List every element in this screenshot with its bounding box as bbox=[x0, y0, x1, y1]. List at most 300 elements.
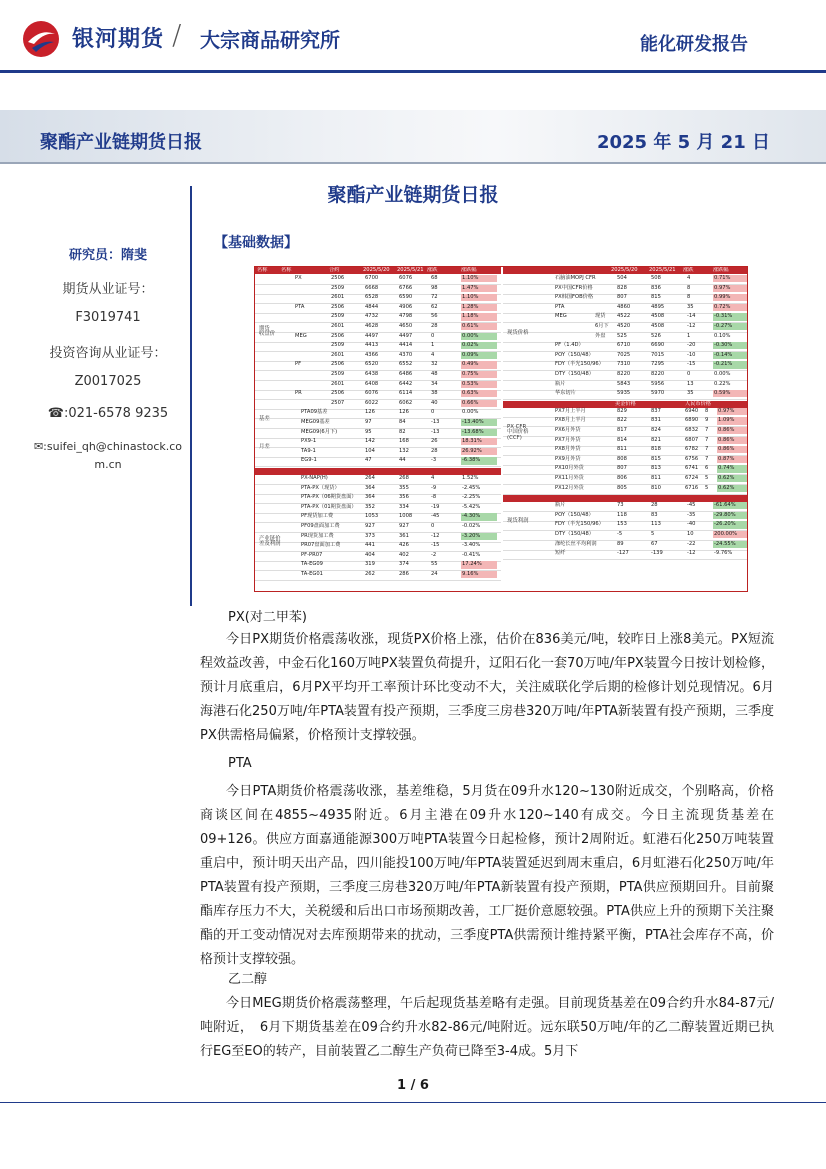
table-cell-change: 7 bbox=[705, 427, 709, 433]
email-address-line1[interactable]: ✉:suifei_qh@chinastock.co bbox=[33, 440, 183, 453]
table-cell-prev: 808 bbox=[617, 455, 627, 462]
table-cell-prev: 4522 bbox=[617, 313, 631, 320]
table-row-name: PX9-1 bbox=[301, 438, 317, 445]
table-row-name: POY（150/48） bbox=[555, 511, 594, 518]
table-cell-change: -40 bbox=[687, 521, 696, 528]
table-cell-change: -13 bbox=[431, 428, 440, 435]
table-cell-change: -12 bbox=[431, 532, 440, 539]
pta-section-title: PTA bbox=[228, 756, 252, 771]
table-cell-curr: 4508 bbox=[651, 323, 665, 329]
table-cell-prev: 1053 bbox=[365, 513, 379, 520]
table-cell-pct: 0.71% bbox=[713, 275, 747, 282]
table-cell-curr: 5970 bbox=[651, 390, 665, 397]
table-cell-change: 0 bbox=[687, 371, 691, 377]
table-row-name: PX8月外货 bbox=[555, 446, 581, 453]
table-cell-curr: 6690 bbox=[651, 342, 665, 349]
table-cell-curr: 5956 bbox=[651, 380, 665, 387]
table-cell-curr: 815 bbox=[651, 455, 661, 462]
footer-rule bbox=[0, 1102, 826, 1103]
table-cell-curr: 268 bbox=[399, 475, 409, 481]
table-cell-change: 6 bbox=[705, 465, 709, 472]
table-cell-curr: 824 bbox=[651, 427, 661, 433]
table-cell-curr: 168 bbox=[399, 438, 409, 445]
table-row-name: PX10月外货 bbox=[555, 465, 584, 472]
table-cell-contract: 2506 bbox=[331, 275, 345, 281]
table-row-name: PX11月外货 bbox=[555, 475, 584, 481]
table-row-name: 石脑油MOPJ CFR bbox=[555, 275, 596, 281]
table-cell-change: -3 bbox=[431, 457, 437, 464]
table-cell-change: 0 bbox=[431, 409, 435, 416]
table-subheader-usd: 美金价格 bbox=[615, 400, 636, 407]
table-cell-pct: -4.30% bbox=[461, 513, 497, 520]
table-cell-pct: -9.76% bbox=[714, 550, 733, 557]
table-cell-pct: 0.09% bbox=[461, 352, 497, 359]
galaxy-logo-icon bbox=[22, 20, 60, 58]
table-row-name: PTA09基差 bbox=[301, 409, 328, 416]
table-cell-prev: 5843 bbox=[617, 380, 631, 387]
table-cell-curr: 6486 bbox=[399, 371, 413, 377]
table-cell-curr: 4370 bbox=[399, 351, 413, 358]
table-cell-curr: 355 bbox=[399, 484, 409, 491]
table-cell-curr: 6766 bbox=[399, 284, 413, 291]
table-cell-prev: 5935 bbox=[617, 390, 631, 397]
table-cell-curr: 6590 bbox=[399, 294, 413, 301]
table-row-name: PX8月上半月 bbox=[555, 417, 586, 424]
brand-name: 银河期货 bbox=[72, 27, 165, 52]
table-cell-pct: -0.41% bbox=[462, 551, 481, 558]
qualification-number: F3019741 bbox=[75, 310, 141, 325]
table-row-name: EG9-1 bbox=[301, 457, 317, 464]
table-cell-pct: 0.62% bbox=[717, 485, 747, 492]
table-cell-change: 10 bbox=[687, 531, 694, 537]
table-cell-curr: 84 bbox=[399, 419, 406, 425]
table-cell-pct: 0.86% bbox=[717, 446, 747, 453]
table-cell-pct: 0.87% bbox=[717, 456, 747, 463]
table-cell-pct: 0.49% bbox=[461, 361, 497, 368]
table-row-name: DTY（150/48） bbox=[555, 531, 594, 537]
table-cell-curr: 4650 bbox=[399, 323, 413, 329]
table-cell-pct: -0.02% bbox=[462, 523, 481, 529]
table-cell-change: -14 bbox=[687, 313, 696, 320]
report-type: 能化研发报告 bbox=[640, 34, 748, 55]
table-row-name: TA-EG01 bbox=[301, 571, 323, 577]
table-cell-contract: 2601 bbox=[331, 323, 345, 329]
meg-section-title: 乙二醇 bbox=[228, 972, 268, 987]
table-cell-prev: 4497 bbox=[365, 332, 379, 339]
table-cell-change: 35 bbox=[687, 390, 694, 397]
table-cell-pct: -13.40% bbox=[461, 419, 497, 426]
table-cell-curr: 4497 bbox=[399, 332, 413, 339]
table-cell-prev: 6076 bbox=[365, 390, 379, 397]
table-cell-prev: 364 bbox=[365, 484, 375, 491]
table-header-cell: 涨跌幅 bbox=[713, 267, 729, 273]
table-cell-change: 62 bbox=[431, 303, 438, 310]
table-cell-pct: 1.28% bbox=[461, 304, 497, 311]
section-heading-basic-data: 【基础数据】 bbox=[214, 235, 298, 251]
table-cell-change: 1 bbox=[431, 342, 435, 349]
table-cell-pct: 26.92% bbox=[461, 448, 497, 455]
pta-section-body: 今日PTA期货价格震荡收涨，基差维稳，5月货在09升水120~130附近成交，个别略高，价格商谈区间在4855~4935附近。6月主港在09升水120~140有成交。今日主流现货基差在09+126。供应方面嘉通能源300万吨PTA装置今日起检修，预计2周附近。虹港石化250万吨装置重启中，预计明天出产品，四川能投100万吨/年PTA装置延迟到周末重启，6月虹港石化250万吨/年PTA装置有投产预期，三季度三房巷320万吨/年PTA新装置有投产预期，PTA供应预期回升。目前聚酯库存压力不大，关税缓和后出口市场预期改善，工厂挺价意愿较强。PTA供应上升的预期下关注聚酯的开工变动情况对去库预期带来的扰动，三季度PTA供需预计维持紧平衡，PTA社会库存不高，价格预计支撑较强。 bbox=[200, 784, 774, 967]
table-cell-pct: -0.21% bbox=[713, 361, 747, 368]
table-row-name: MEG09基差 bbox=[301, 419, 330, 425]
table-cell-prev: 8220 bbox=[617, 371, 631, 377]
table-cell-prev: 89 bbox=[617, 540, 624, 547]
table-cell-prev: 525 bbox=[617, 332, 627, 339]
table-cell-contract: 2601 bbox=[331, 380, 345, 387]
table-cell-curr: 7015 bbox=[651, 351, 665, 358]
table-row-name: MEG09(6月下) bbox=[301, 428, 338, 435]
table-header-cell: 名称 bbox=[257, 267, 268, 273]
table-cell-contract: 2507 bbox=[331, 399, 345, 406]
table-cell-change: 8 bbox=[705, 407, 709, 414]
table-cell-prev: -127 bbox=[617, 550, 629, 557]
table-cell-change: -9 bbox=[431, 484, 437, 491]
table-cell-curr: 126 bbox=[399, 409, 409, 416]
table-cell-change: -22 bbox=[687, 540, 696, 547]
qualification-label: 期货从业证号： bbox=[62, 282, 154, 297]
table-cell-change: 8 bbox=[687, 294, 691, 301]
table-cell-prev: 805 bbox=[617, 484, 627, 491]
table-cell-sub: 6月下 bbox=[595, 323, 609, 329]
table-cell-change: 32 bbox=[431, 361, 438, 368]
table-cell-change: 34 bbox=[431, 380, 438, 387]
table-cell-pct: 0.00% bbox=[462, 409, 479, 416]
table-cell-curr: 818 bbox=[651, 446, 661, 453]
table-row-name: FDY（半光150/96） bbox=[555, 521, 604, 528]
table-cell-pct: -0.30% bbox=[713, 342, 747, 349]
table-category-profit: 现货利润 bbox=[507, 518, 529, 524]
table-cell-contract: 2506 bbox=[331, 303, 345, 310]
table-cell-contract: 2506 bbox=[331, 390, 345, 397]
table-row-name: PF现货加工费 bbox=[301, 513, 334, 520]
table-cell-pct: 0.22% bbox=[714, 380, 731, 387]
table-category-basis: 基差 bbox=[259, 416, 270, 422]
page-header bbox=[0, 0, 826, 78]
table-cell-change: -13 bbox=[431, 419, 440, 425]
table-cell-pct: 1.18% bbox=[461, 313, 497, 320]
table-row-name: PX-NAP(H) bbox=[301, 475, 328, 481]
table-cell-pct: 1.09% bbox=[717, 417, 747, 424]
table-cell-pct: 0.00% bbox=[714, 371, 731, 377]
table-cell-curr: 67 bbox=[651, 540, 658, 547]
table-cell-prev: 6022 bbox=[365, 399, 379, 406]
table-cell-change: 0 bbox=[431, 332, 435, 339]
table-cell-pct: 0.86% bbox=[717, 437, 747, 444]
table-cell-curr: 361 bbox=[399, 532, 409, 539]
table-header-right-2 bbox=[503, 495, 748, 502]
table-cell-prev: 814 bbox=[617, 436, 627, 443]
table-row-name: 短纤 bbox=[555, 550, 566, 557]
table-cell-prev: -5 bbox=[617, 531, 623, 537]
table-cell-contract: 2506 bbox=[331, 332, 345, 339]
table-cell-pct: -5.42% bbox=[462, 503, 481, 510]
table-cell-change: 7 bbox=[705, 455, 709, 462]
table-cell-curr: 82 bbox=[399, 428, 406, 435]
table-header-cell: 名称 bbox=[281, 267, 292, 273]
table-cell-prev: 126 bbox=[365, 409, 375, 416]
table-cell-prev: 262 bbox=[365, 571, 375, 577]
table-cell-change: 24 bbox=[431, 571, 438, 577]
table-cell-pct: 0.63% bbox=[461, 390, 497, 397]
table-cell-curr: 286 bbox=[399, 571, 409, 577]
table-cell-curr: 402 bbox=[399, 551, 409, 558]
table-cell-prev: 404 bbox=[365, 551, 375, 558]
table-cell-pct: -0.31% bbox=[713, 313, 747, 320]
table-cell-prev: 104 bbox=[365, 447, 375, 454]
table-cell-prev: 319 bbox=[365, 561, 375, 568]
table-category-margin: 产业链价 差及利润 bbox=[259, 536, 281, 548]
table-cell-rmb: 6716 bbox=[685, 484, 699, 491]
table-row-name: DTY（150/48） bbox=[555, 371, 594, 377]
table-cell-pct: -0.27% bbox=[713, 323, 747, 330]
table-row-name: 瓶片 bbox=[555, 502, 566, 509]
table-header-cell: 涨跌幅 bbox=[461, 267, 477, 273]
table-cell-rmb: 6782 bbox=[685, 446, 699, 453]
table-row-name: PR bbox=[295, 390, 302, 397]
table-cell-prev: 95 bbox=[365, 428, 372, 435]
table-cell-pct: 0.62% bbox=[717, 475, 747, 482]
table-cell-pct: 0.97% bbox=[713, 285, 747, 292]
table-cell-change: 55 bbox=[431, 561, 438, 568]
banner-date: 2025 年 5 月 21 日 bbox=[596, 132, 770, 153]
table-row-name: PF09盘面加工费 bbox=[301, 523, 340, 529]
table-cell-prev: 4520 bbox=[617, 323, 631, 329]
table-row-name: MEG bbox=[555, 313, 567, 320]
table-row-name: PX韩国FOB价格 bbox=[555, 294, 594, 301]
table-row-name: PX12月外货 bbox=[555, 484, 584, 491]
table-cell-rmb: 6756 bbox=[685, 455, 699, 462]
table-cell-rmb: 6741 bbox=[685, 465, 699, 472]
table-cell-prev: 6700 bbox=[365, 275, 379, 281]
table-row-divider bbox=[503, 530, 748, 531]
table-cell-sub: 现货 bbox=[595, 313, 606, 320]
table-cell-pct: 1.10% bbox=[461, 294, 497, 301]
table-cell-curr: 6062 bbox=[399, 399, 413, 406]
table-cell-change: -10 bbox=[687, 351, 696, 358]
meg-section-body: 今日MEG期货价格震荡整理，午后起现货基差略有走强。目前现货基差在09合约升水84-87元/吨附近， 6月下期货基差在09合约升水82-86元/吨附近。远东联50万吨/年的乙二醇装置近期已执行EG至EO的转产，目前装置乙二醇生产负荷已降至3-4成。5月下 bbox=[200, 996, 774, 1059]
table-cell-curr: 6442 bbox=[399, 380, 413, 387]
table-header-left-2 bbox=[255, 468, 501, 475]
table-row-name: PX中国CFR价格 bbox=[555, 284, 593, 291]
table-row-name: TA-EG09 bbox=[301, 561, 323, 568]
table-row-name: PTA-PX（现货） bbox=[301, 484, 340, 491]
table-cell-curr: 426 bbox=[399, 542, 409, 549]
table-cell-prev: 4860 bbox=[617, 303, 631, 310]
table-row-name: 华东切片 bbox=[555, 390, 576, 397]
table-header-cell: 2025/5/21 bbox=[649, 267, 676, 273]
table-row-name: PTA-PX（06期货盘面） bbox=[301, 494, 357, 501]
table-cell-curr: 927 bbox=[399, 523, 409, 529]
table-cell-curr: 7295 bbox=[651, 361, 665, 368]
table-cell-change: 28 bbox=[431, 447, 438, 454]
table-cell-rmb: 6807 bbox=[685, 436, 699, 443]
table-cell-prev: 47 bbox=[365, 457, 372, 464]
table-header-cell: 2025/5/20 bbox=[611, 267, 638, 273]
table-cell-prev: 817 bbox=[617, 427, 627, 433]
table-cell-curr: 356 bbox=[399, 494, 409, 501]
table-cell-prev: 73 bbox=[617, 502, 624, 509]
table-cell-pct: -3.40% bbox=[462, 542, 481, 549]
table-cell-curr: 6552 bbox=[399, 361, 413, 368]
table-row-name: PR现货加工费 bbox=[301, 532, 334, 539]
table-row-name: PX bbox=[295, 275, 302, 281]
table-cell-curr: 810 bbox=[651, 484, 661, 491]
table-cell-change: -15 bbox=[431, 542, 440, 549]
table-cell-prev: 97 bbox=[365, 419, 372, 425]
table-cell-pct: 0.72% bbox=[713, 304, 747, 311]
table-cell-change: 5 bbox=[705, 475, 709, 481]
table-row-name: 涤纶长丝平均利润 bbox=[555, 540, 597, 547]
consult-number: Z0017025 bbox=[74, 374, 142, 389]
table-cell-change: 4 bbox=[687, 275, 691, 281]
table-cell-change: -8 bbox=[431, 494, 437, 501]
table-cell-prev: 441 bbox=[365, 542, 375, 549]
table-cell-curr: 813 bbox=[651, 465, 661, 472]
table-cell-change: -12 bbox=[687, 550, 696, 557]
table-header-cell: 合约 bbox=[329, 267, 340, 273]
table-cell-prev: 4628 bbox=[365, 323, 379, 329]
table-cell-change: 4 bbox=[431, 351, 435, 358]
table-cell-change: 68 bbox=[431, 275, 438, 281]
table-cell-pct: 0.10% bbox=[714, 332, 731, 339]
table-cell-pct: 1.52% bbox=[462, 475, 479, 481]
table-cell-pct: 0.97% bbox=[717, 408, 747, 415]
table-cell-pct: -0.14% bbox=[713, 352, 747, 359]
table-row-name: POY（150/48） bbox=[555, 351, 594, 358]
table-cell-prev: 4844 bbox=[365, 303, 379, 310]
table-category-spot: 现货价格 bbox=[507, 330, 529, 336]
table-cell-prev: 822 bbox=[617, 417, 627, 424]
table-cell-prev: 118 bbox=[617, 511, 627, 518]
table-cell-curr: 4798 bbox=[399, 313, 413, 320]
table-cell-change: -45 bbox=[431, 513, 440, 520]
banner-title: 聚酯产业链期货日报 bbox=[40, 132, 202, 153]
table-cell-change: 40 bbox=[431, 399, 438, 406]
table-cell-prev: 4366 bbox=[365, 351, 379, 358]
table-cell-pct: 0.53% bbox=[461, 381, 497, 388]
table-cell-pct: -61.64% bbox=[713, 502, 747, 509]
table-cell-prev: 6710 bbox=[617, 342, 631, 349]
table-category-ccf: PX CFR 中国价格 (CCF) bbox=[507, 424, 529, 441]
table-cell-pct: 18.31% bbox=[461, 438, 497, 445]
table-cell-pct: 0.66% bbox=[461, 400, 497, 407]
table-cell-rmb: 6832 bbox=[685, 427, 699, 433]
table-cell-pct: -3.20% bbox=[461, 533, 497, 540]
table-cell-change: 4 bbox=[431, 475, 435, 481]
table-cell-change: -2 bbox=[431, 551, 437, 558]
table-cell-change: 5 bbox=[705, 484, 709, 491]
table-cell-prev: 927 bbox=[365, 523, 375, 529]
table-cell-prev: 811 bbox=[617, 446, 627, 453]
table-cell-curr: 83 bbox=[651, 511, 658, 518]
table-cell-prev: 6520 bbox=[365, 361, 379, 368]
table-row-name: PF bbox=[295, 361, 302, 368]
table-subheader-rmb: 人民币价格 bbox=[685, 400, 711, 407]
table-cell-change: -12 bbox=[687, 323, 696, 329]
table-cell-curr: 821 bbox=[651, 436, 661, 443]
table-row-name: PX7月外货 bbox=[555, 436, 581, 443]
table-cell-change: -15 bbox=[687, 361, 696, 368]
table-cell-curr: 1008 bbox=[399, 513, 413, 520]
table-cell-change: 7 bbox=[705, 446, 709, 453]
table-cell-curr: 334 bbox=[399, 503, 409, 510]
table-cell-change: 35 bbox=[687, 303, 694, 310]
header-rule bbox=[0, 70, 826, 73]
table-cell-contract: 2509 bbox=[331, 313, 345, 320]
table-cell-curr: 508 bbox=[651, 275, 661, 281]
table-cell-pct: 0.00% bbox=[461, 333, 497, 340]
table-cell-rmb: 6724 bbox=[685, 475, 699, 481]
table-cell-curr: 811 bbox=[651, 475, 661, 481]
table-category-spread: 月差 bbox=[259, 444, 270, 450]
table-cell-change: -19 bbox=[431, 503, 440, 510]
table-cell-curr: 526 bbox=[651, 332, 661, 339]
table-cell-change: 38 bbox=[431, 390, 438, 397]
table-cell-prev: 142 bbox=[365, 438, 375, 445]
table-cell-curr: 6076 bbox=[399, 275, 413, 281]
table-cell-prev: 828 bbox=[617, 284, 627, 291]
table-cell-curr: 44 bbox=[399, 457, 406, 464]
table-cell-prev: 352 bbox=[365, 503, 375, 510]
phone-number: ☎:021-6578 9235 bbox=[47, 406, 169, 421]
table-cell-contract: 2601 bbox=[331, 294, 345, 301]
table-cell-change: 9 bbox=[705, 417, 709, 424]
table-cell-prev: 6528 bbox=[365, 294, 379, 301]
table-cell-sub: 外盘 bbox=[595, 332, 606, 339]
table-cell-curr: 8220 bbox=[651, 371, 665, 377]
header-divider: / bbox=[172, 18, 182, 51]
table-cell-contract: 2509 bbox=[331, 284, 345, 291]
table-cell-curr: 6114 bbox=[399, 390, 413, 397]
table-cell-curr: -139 bbox=[651, 550, 663, 557]
table-cell-pct: -2.25% bbox=[462, 494, 481, 501]
table-cell-change: 13 bbox=[687, 380, 694, 387]
table-cell-curr: 837 bbox=[651, 407, 661, 414]
table-cell-change: 26 bbox=[431, 438, 438, 445]
table-cell-pct: -2.45% bbox=[462, 484, 481, 491]
table-cell-pct: 0.02% bbox=[461, 342, 497, 349]
table-cell-curr: 815 bbox=[651, 294, 661, 301]
table-row-name: TA9-1 bbox=[301, 447, 316, 454]
table-cell-prev: 373 bbox=[365, 532, 375, 539]
table-cell-pct: -29.80% bbox=[713, 512, 747, 519]
email-address-line2[interactable]: m.cn bbox=[94, 458, 122, 471]
table-cell-pct: 1.10% bbox=[461, 275, 497, 282]
table-cell-pct: 0.99% bbox=[713, 294, 747, 301]
table-cell-prev: 7310 bbox=[617, 361, 631, 368]
table-cell-change: -20 bbox=[687, 342, 696, 349]
institute-name: 大宗商品研究所 bbox=[200, 28, 340, 52]
table-row-name: MEG bbox=[295, 332, 307, 339]
table-cell-pct: 9.16% bbox=[461, 571, 497, 578]
table-cell-contract: 2509 bbox=[331, 342, 345, 349]
table-cell-pct: 200.00% bbox=[713, 531, 747, 538]
table-cell-curr: 4906 bbox=[399, 303, 413, 310]
table-row-name: FDY（半光150/96） bbox=[555, 361, 604, 368]
table-cell-rmb: 6940 bbox=[685, 407, 699, 414]
table-cell-change: 1 bbox=[687, 332, 691, 339]
table-cell-curr: 4895 bbox=[651, 303, 665, 310]
page-number: 1 / 6 bbox=[397, 1078, 429, 1093]
table-cell-pct: 0.74% bbox=[717, 465, 747, 472]
table-row-name: 瓶片 bbox=[555, 380, 566, 387]
table-cell-change: 48 bbox=[431, 371, 438, 377]
table-row-name: PF-PR07 bbox=[301, 551, 323, 558]
table-row-divider bbox=[503, 559, 748, 560]
table-row-name: PX9月外货 bbox=[555, 455, 581, 462]
table-cell-pct: 17.24% bbox=[461, 561, 497, 568]
table-cell-prev: 7025 bbox=[617, 351, 631, 358]
